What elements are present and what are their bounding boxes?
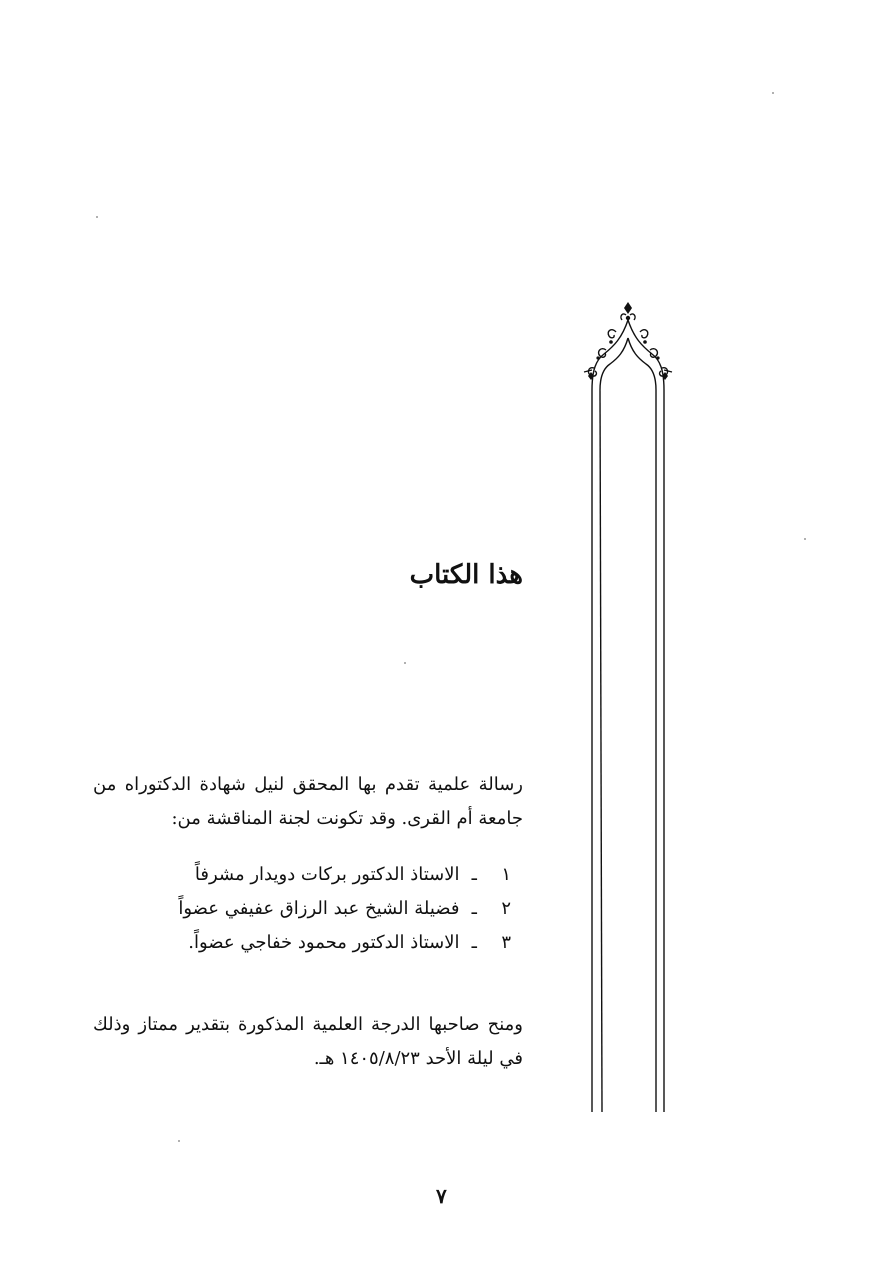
intro-paragraph: رسالة علمية تقدم بها المحقق لنيل شهادة الدكتوراه من جامعة أم القرى. وقد تكونت لجنة المناقشة من:: [93, 774, 523, 829]
scan-speck: [178, 1140, 180, 1142]
committee-member-number: ٢: [501, 898, 511, 919]
list-dash: ـ: [471, 932, 477, 953]
committee-member-text: الاستاذ الدكتور محمود خفاجي عضواً.: [188, 932, 460, 953]
scan-speck: [404, 662, 406, 664]
committee-member: [178, 926, 511, 960]
committee-member: [178, 858, 511, 892]
scan-speck: [804, 538, 806, 540]
committee-member-text: الاستاذ الدكتور بركات دويدار مشرفاً: [194, 864, 460, 885]
committee-member-number: ١: [501, 864, 511, 885]
scan-speck: [772, 92, 774, 94]
ornamental-column-frame: [578, 298, 678, 1118]
page-number: ٧: [436, 1184, 447, 1208]
committee-list: [178, 858, 511, 960]
committee-member-number: ٣: [501, 932, 511, 953]
closing-paragraph: ومنح صاحبها الدرجة العلمية المذكورة بتقدير ممتاز وذلك في ليلة الأحد ١٤٠٥/٨/٢٣ هـ.: [93, 1014, 523, 1069]
committee-member-text: فضيلة الشيخ عبد الرزاق عفيفي عضواً: [178, 898, 460, 919]
page-title: هذا الكتاب: [409, 560, 523, 590]
list-dash: ـ: [471, 864, 477, 885]
list-dash: ـ: [471, 898, 477, 919]
scan-speck: [96, 216, 98, 218]
committee-member: [178, 892, 511, 926]
